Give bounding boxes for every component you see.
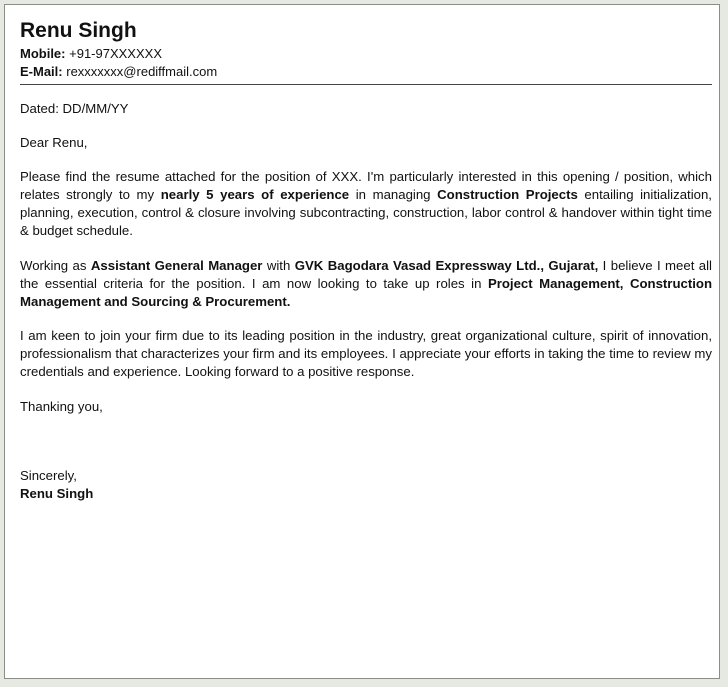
- mobile-value: +91-97XXXXXX: [69, 46, 162, 61]
- paragraph-role: [20, 257, 712, 311]
- p2-bold-roles: Project Management, Construction Management and Sourcing & Procurement.: [20, 276, 712, 309]
- p2-bold-company: GVK Bagodara Vasad Expressway Ltd., Gujarat,: [294, 258, 599, 273]
- signature-name: Renu Singh: [20, 486, 94, 501]
- thanks-line: Thanking you,: [20, 399, 103, 414]
- p1-bold-experience: nearly 5 years of experience: [160, 187, 350, 202]
- paragraph-closing: I am keen to join your firm due to its leading position in the industry, great organizational culture, spirit of innovation, professionalism that characterizes your firm and its employees. I appreciate your efforts in taking the time to review my credentials and experience. Looking forward to a positive response.: [20, 328, 712, 379]
- p2-text-1: Working as: [20, 258, 91, 273]
- email-value: rexxxxxxx@rediffmail.com: [66, 64, 218, 79]
- header-divider: [20, 84, 712, 85]
- email-line: [20, 63, 712, 81]
- p1-text-1: Please find the resume attached for the position of XXX. I'm particularly interested in this opening / position, which relates strongly to my: [20, 169, 712, 202]
- letter-page: [4, 4, 720, 679]
- mobile-label: Mobile:: [20, 46, 66, 61]
- salutation: Dear Renu,: [20, 135, 88, 150]
- email-label: E-Mail:: [20, 64, 63, 79]
- p1-text-2: in managing: [349, 187, 438, 202]
- date-line: Dated: DD/MM/YY: [20, 101, 129, 116]
- p2-text-2: with: [262, 258, 295, 273]
- mobile-line: [20, 45, 712, 63]
- p2-text-3: I believe I meet all the essential criteria for the position. I am now looking to take up roles in: [20, 258, 712, 291]
- p1-text-3: entailing initialization, planning, execution, control & closure involving subcontracting, construction, labor control & handover within tight time & budget schedule.: [20, 187, 712, 238]
- sender-name: Renu Singh: [20, 19, 137, 42]
- letter-content: [20, 17, 712, 503]
- closing-line: Sincerely,: [20, 468, 77, 483]
- p1-bold-projects: Construction Projects: [437, 187, 578, 202]
- paragraph-intro: [20, 168, 712, 240]
- p2-bold-title: Assistant General Manager: [90, 258, 263, 273]
